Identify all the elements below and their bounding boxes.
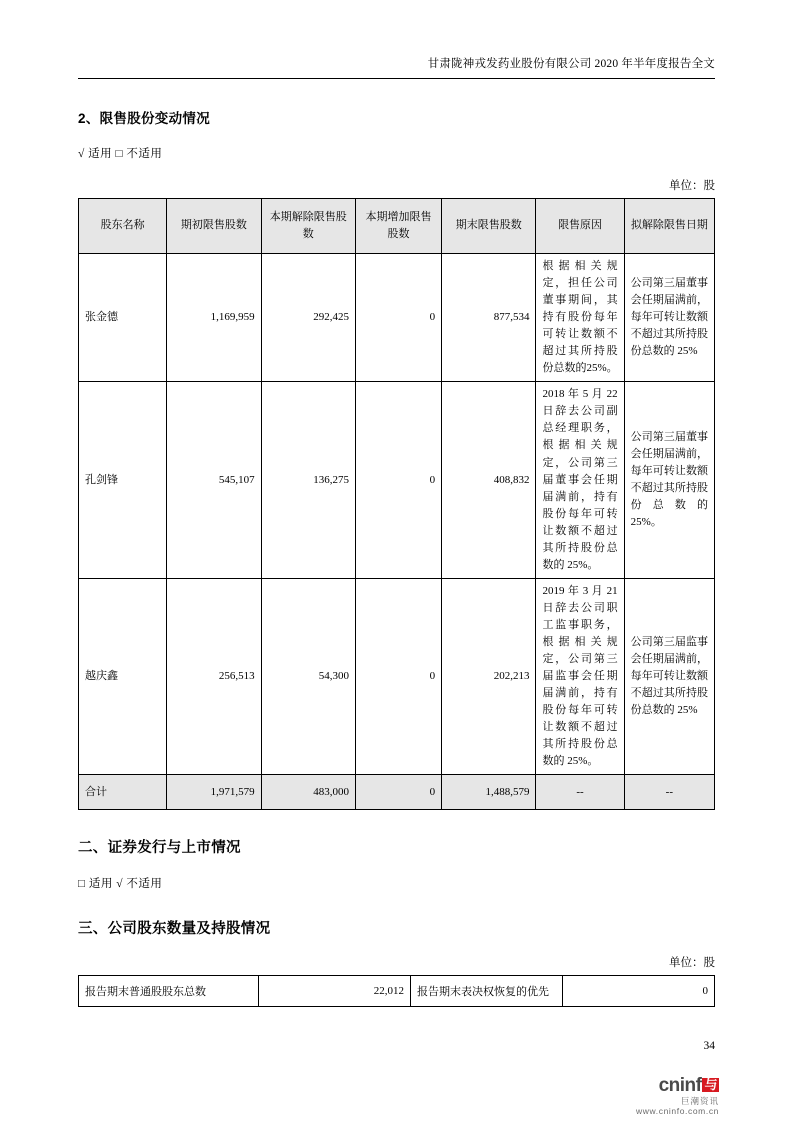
cell-end-shares: 877,534 — [442, 254, 536, 382]
logo-chinese-name: 巨潮资讯 — [680, 1095, 719, 1106]
cell-total-label: 合计 — [79, 775, 167, 810]
column-header-shareholder: 股东名称 — [79, 199, 167, 254]
column-header-end: 期末限售股数 — [442, 199, 536, 254]
cell-begin-shares: 256,513 — [167, 578, 261, 775]
cell-restriction-reason: 根据相关规定，担任公司董事期间，其持有股份每年可转让数额不超过其所持股份总数的25%。 — [536, 254, 624, 382]
cell-total-begin: 1,971,579 — [167, 775, 261, 810]
logo-tail-mark: 与 — [704, 1077, 717, 1092]
page-header — [78, 0, 715, 71]
cell-begin-shares: 1,169,959 — [167, 254, 261, 382]
section-title-securities-issue: 二、证券发行与上市情况 — [78, 840, 241, 857]
applicability-restricted: √ 适用 □ 不适用 — [78, 148, 163, 160]
cell-shareholder-name: 张金德 — [79, 254, 167, 382]
cell-added-shares: 0 — [355, 382, 441, 579]
unit-label-restricted: 单位：股 — [669, 180, 715, 192]
cell-release-plan-date: 公司第三届董事会任期届满前，每年可转让数额不超过其所持股份总数的 25% — [624, 254, 714, 382]
header-divider — [78, 78, 715, 79]
cell-end-shares: 202,213 — [442, 578, 536, 775]
column-header-begin: 期初限售股数 — [167, 199, 261, 254]
running-title: 甘肃陇神戎发药业股份有限公司 2020 年半年度报告全文 — [427, 58, 715, 70]
unit-label-shareholders: 单位：股 — [669, 957, 715, 970]
applicability-securities-issue: □ 适用 √ 不适用 — [78, 878, 163, 891]
table-total-row — [79, 775, 715, 810]
table-row — [79, 976, 715, 1007]
cell-preferred-restored-label: 报告期末表决权恢复的优先 — [411, 976, 563, 1007]
cell-total-released: 483,000 — [261, 775, 355, 810]
column-header-released: 本期解除限售股数 — [261, 199, 355, 254]
cell-release-plan-date: 公司第三届董事会任期届满前，每年可转让数额不超过其所持股份总数的 25%。 — [624, 382, 714, 579]
cell-release-plan-date: 公司第三届监事会任期届满前，每年可转让数额不超过其所持股份总数的 25% — [624, 578, 714, 775]
cell-restriction-reason: 2018 年 5 月 22 日辞去公司副总经理职务，根据相关规定，公司第三届董事会任期届满前，持有股份每年可转让数额不超过其所持股份总数的 25%。 — [536, 382, 624, 579]
shareholders-table — [78, 975, 715, 1007]
section-title-restricted-shares: 2、限售股份变动情况 — [78, 111, 211, 126]
cell-preferred-restored-value: 0 — [563, 976, 715, 1007]
page-number: 34 — [703, 1040, 715, 1052]
section-title-shareholders: 三、公司股东数量及持股情况 — [78, 921, 271, 938]
cell-common-shareholders-label: 报告期末普通股股东总数 — [79, 976, 259, 1007]
cell-total-plan: -- — [624, 775, 714, 810]
cell-common-shareholders-value: 22,012 — [259, 976, 411, 1007]
column-header-reason: 限售原因 — [536, 199, 624, 254]
cell-shareholder-name: 孔剑锋 — [79, 382, 167, 579]
cell-added-shares: 0 — [355, 254, 441, 382]
cell-begin-shares: 545,107 — [167, 382, 261, 579]
cell-released-shares: 136,275 — [261, 382, 355, 579]
restricted-shares-table — [78, 198, 715, 810]
table-row — [79, 578, 715, 775]
cell-shareholder-name: 越庆鑫 — [79, 578, 167, 775]
cninfo-logo — [636, 1076, 719, 1117]
cell-released-shares: 292,425 — [261, 254, 355, 382]
column-header-plan-date: 拟解除限售日期 — [624, 199, 714, 254]
logo-text: cninf — [658, 1075, 702, 1096]
cell-total-reason: -- — [536, 775, 624, 810]
cell-added-shares: 0 — [355, 578, 441, 775]
cell-released-shares: 54,300 — [261, 578, 355, 775]
cell-total-end: 1,488,579 — [442, 775, 536, 810]
table-header-row — [79, 199, 715, 254]
table-row — [79, 254, 715, 382]
cell-end-shares: 408,832 — [442, 382, 536, 579]
logo-wordmark — [636, 1076, 719, 1097]
table-row — [79, 382, 715, 579]
logo-url: www.cninfo.com.cn — [636, 1106, 719, 1117]
cell-total-added: 0 — [355, 775, 441, 810]
column-header-added: 本期增加限售股数 — [355, 199, 441, 254]
cell-restriction-reason: 2019 年 3 月 21 日辞去公司职工监事职务，根据相关规定，公司第三届监事会任期届满前，持有股份每年可转让数额不超过其所持股份总数的 25%。 — [536, 578, 624, 775]
